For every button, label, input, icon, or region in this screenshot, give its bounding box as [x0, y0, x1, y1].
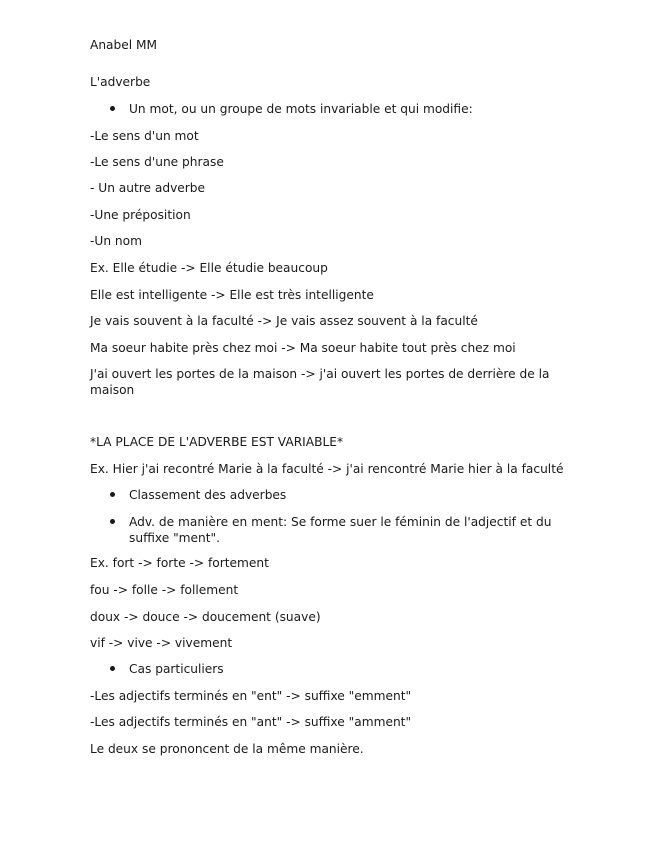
cas-line: Le deux se prononcent de la même manière. — [90, 742, 364, 756]
place-example: Ex. Hier j'ai recontré Marie à la faculté -> j'ai rencontré Marie hier à la faculté — [90, 462, 564, 476]
modifies-item: -Un nom — [90, 234, 142, 248]
maniere-example: fou -> folle -> follement — [90, 583, 239, 597]
example-line: Ex. Elle étudie -> Elle étudie beaucoup — [90, 261, 328, 275]
bullet-dot — [110, 492, 115, 497]
bullet-dot — [110, 106, 115, 111]
bullet-dot — [110, 519, 115, 524]
maniere-example: Ex. fort -> forte -> fortement — [90, 556, 269, 570]
example-line: Elle est intelligente -> Elle est très intelligente — [90, 288, 374, 302]
intro-bullet-text: Un mot, ou un groupe de mots invariable et qui modifie: — [129, 102, 473, 116]
modifies-item: -Le sens d'un mot — [90, 129, 199, 143]
classement-bullet-text: Classement des adverbes — [129, 488, 287, 502]
maniere-example: vif -> vive -> vivement — [90, 636, 233, 650]
example-line: Je vais souvent à la faculté -> Je vais assez souvent à la faculté — [90, 314, 478, 328]
maniere-bullet-text: Adv. de manière en ment: Se forme suer le féminin de l'adjectif et du suffixe "ment". — [129, 515, 552, 545]
modifies-item: -Une préposition — [90, 208, 191, 222]
example-line: J'ai ouvert les portes de la maison -> j'ai ouvert les portes de derrière de la maison — [90, 367, 550, 397]
modifies-item: -Le sens d'une phrase — [90, 155, 224, 169]
place-heading: *LA PLACE DE L'ADVERBE EST VARIABLE* — [90, 435, 344, 449]
cas-line: -Les adjectifs terminés en "ant" -> suffixe "amment" — [90, 715, 412, 729]
cas-bullet-text: Cas particuliers — [129, 662, 224, 676]
author-name: Anabel MM — [90, 38, 158, 52]
maniere-example: doux -> douce -> doucement (suave) — [90, 610, 321, 624]
example-line: Ma soeur habite près chez moi -> Ma soeur habite tout près chez moi — [90, 341, 516, 355]
cas-line: -Les adjectifs terminés en "ent" -> suffixe "emment" — [90, 689, 412, 703]
bullet-dot — [110, 666, 115, 671]
modifies-item: - Un autre adverbe — [90, 181, 206, 195]
document-title: L'adverbe — [90, 75, 151, 89]
